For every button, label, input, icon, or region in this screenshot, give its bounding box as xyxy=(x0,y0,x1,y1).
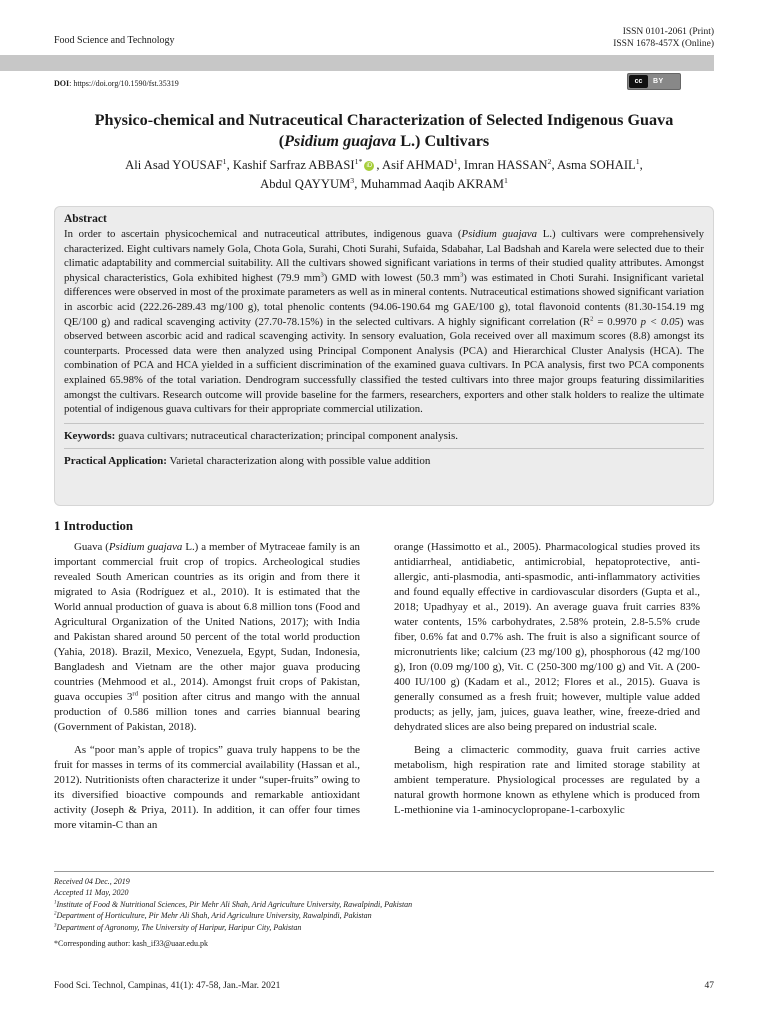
affiliation-1 xyxy=(54,899,412,910)
cc-by-license-icon[interactable] xyxy=(627,73,681,90)
author-yousaf: Ali Asad YOUSAF xyxy=(125,158,223,172)
abstract-seg: ) was estimated in Choti Surahi. Insignificant varietal differences were observed in most of the proximate parameters as well as in mineral contents. Nutraceutical estimations showed significant variation in ascorbic acid (222.26-289.43 mg/100 g), total phenolic contents (94.06-190.64 mg GAE/100 g), total flavonoid contents (81.30-154.19 mg QE/100 g) and radical scavenging activity (27.70-78.15%) in the selected cultivars. A highly significant correlation (R xyxy=(64,271,704,328)
aff-sup: 2 xyxy=(54,911,57,917)
ordinal-sup: rd xyxy=(132,690,138,698)
title-paren: ( xyxy=(278,132,285,150)
author-sohail: , Asma SOHAIL xyxy=(551,158,636,172)
aff-sup: 1 xyxy=(54,900,57,906)
paragraph: As “poor man’s apple of tropics” guava truly happens to be the fruit for masses in terms of its commercial availability (Hassan et al., 2012). Nutritionists often characterize it under “super-fruits” owing to its diversified bioactive compounds and remarkable antioxidant activity (Joseph & Priya, 2011). In addition, it can offer four times more vitamin-C than an xyxy=(54,744,360,831)
author-ahmad: , Asif AHMAD xyxy=(376,158,454,172)
abstract-pvalue: p < 0.05 xyxy=(640,315,680,328)
accepted-date: Accepted 11 May, 2020 xyxy=(54,888,129,898)
text-seg: Guava ( xyxy=(74,541,109,553)
species-name: Psidium guajava xyxy=(108,541,183,553)
title-rest: L.) Cultivars xyxy=(396,132,490,150)
affiliation-2 xyxy=(54,910,412,921)
author-qayyum: Abdul QAYYUM xyxy=(260,177,351,191)
author-line-2 xyxy=(54,175,714,194)
affiliation-text: Institute of Food & Nutritional Sciences, Pir Mehr Ali Shah, Arid Agriculture University, Rawalpindi, Pakistan xyxy=(56,899,413,909)
abstract-sup: 3 xyxy=(459,271,464,279)
text-seg: position after citrus and mango with the annual production of 0.586 million tones and carries biannual bearing (Government of Pakistan, 2018). xyxy=(54,691,360,733)
author-akram: , Muhammad Aaqib AKRAM xyxy=(354,177,504,191)
abstract-seg: L.) cultivars were comprehensively characterized. Eight cultivars namely Gola, Chota Gola, Surahi, Choti Surahi, Sufaida, Sdabahar, Lal Badshah and Karela were selected due to their climatic adaptability and commercial suitability. All the cultivars showed significant variations in terms of their studied quality attributes. Amongst physical characteristics, Gola exhibited highest (79.9 mm xyxy=(64,228,704,284)
column-left xyxy=(54,540,360,833)
aff-sup: 1 xyxy=(635,156,640,166)
keywords-divider xyxy=(64,423,704,424)
footer-citation: Food Sci. Technol, Campinas, 41(1): 47-58, Jan.-Mar. 2021 xyxy=(54,981,281,991)
abstract-seg: ) was observed between ascorbic acid and radical scavenging activity. In sensory evaluation, Gola received over all maximum scores (8.8) amongst its counterparts. Processed data were then analyzed using Principal Component Analysis (PCA) and Hierarchical Cluster Analysis (HCA). The combination of PCA and HCA yielded in a sufficient discrimination of the examined guava cultivars. In PCA analysis, first two PCA components explained 65.98% of the total variation. Dendrogram successfully classified the tested cultivars into three major groups featuring dissimilarities amongst the cultivars. Research outcome will provide baseline for the farmers, researchers, exporters and other stalk holders to realize the ultimate potential of indigenous guava cultivars for their appropriate commercial utilization. xyxy=(64,315,704,416)
orcid-icon[interactable]: iD xyxy=(364,161,374,171)
doi-line[interactable] xyxy=(54,79,179,88)
abstract-seg: = 0.9970 xyxy=(593,315,641,328)
doi-prefix: DOI xyxy=(54,79,70,88)
doi-url[interactable]: : https://doi.org/10.1590/fst.35319 xyxy=(69,79,179,88)
abstract-heading: Abstract xyxy=(64,213,107,225)
author-hassan: , Imran HASSAN xyxy=(457,158,548,172)
issn-print: ISSN 0101-2061 (Print) xyxy=(622,27,714,37)
title-line-2 xyxy=(54,131,714,152)
abstract-box xyxy=(54,206,714,506)
affiliation-text: Department of Agronomy, The University of Haripur, Haripur City, Pakistan xyxy=(56,922,302,932)
by-label: BY xyxy=(653,78,664,85)
paragraph: orange (Hassimotto et al., 2005). Pharmacological studies proved its antidiarrheal, antidiabetic, antimicrobial, hepatoprotective, anti-allergic, anti-plasmodia, anti-spasmodic, anti-inflammatory activities and found equally effective in cardiovascular disorders (Gupta et al., 2018; Upadhyay et al., 2019). An average guava fruit carries 83% water contents, 15% carbohydrates, 2.58% protein, 2.8-5.5% crude fiber, 0.6% fat and 0.7% ash. The fruit is also a significant source of micronutrients like; calcium (23 mg/100 g), phosphorous (42 mg/100 g), Iron (0.09 mg/100 g), Vit. C (250-300 mg/100 g) and Vit. A (200-400 IU/100 g) (Kadam et al., 2012; Flores et al., 2015). Guava is generally consumed as a fresh fruit; however, multiple value added products; as jelly, jam, juices, guava leather, wine, freeze-dried and dehydrated slices are also being prepared on industrial scale. xyxy=(394,541,700,733)
author-list xyxy=(54,156,714,194)
keywords-text: guava cultivars; nutraceutical characterization; principal component analysis. xyxy=(115,429,459,442)
journal-name: Food Science and Technology xyxy=(54,35,175,46)
aff-sup: 3 xyxy=(350,175,355,185)
column-right xyxy=(394,540,700,818)
paragraph: Being a climacteric commodity, guava fruit carries active metabolism, high respiration rate and limited storage stability at ambient temperature. Physiological processes are regulated by a natural growth hormone known as ethylene which is produced from L-methionine via 1-aminocyclopropane-1-carboxylic xyxy=(394,744,700,816)
abstract-seg: In order to ascertain physicochemical and nutraceutical attributes, indigenous guava ( xyxy=(64,228,462,240)
aff-sup: 2 xyxy=(547,156,552,166)
received-date: Received 04 Dec., 2019 xyxy=(54,877,130,886)
aff-sup: 1 xyxy=(503,175,508,185)
abstract-species: Psidium guajava xyxy=(461,228,538,240)
aff-sup: 3 xyxy=(54,922,57,928)
affiliation-text: Department of Horticulture, Pir Mehr Ali Shah, Arid Agriculture University, Rawalpindi, Pakistan xyxy=(56,911,372,921)
abstract-seg: ) GMD with lowest (50.3 mm xyxy=(323,271,460,284)
cc-icon: cc xyxy=(629,75,648,88)
issn-online: ISSN 1678-457X (Online) xyxy=(613,39,714,49)
abstract-sup: 3 xyxy=(320,271,324,279)
page-number: 47 xyxy=(704,981,714,991)
text-seg: L.) a member of Mytraceae family is an important commercial fruit crop of tropics. Archeological studies revealed South American countries as its origin and from there it migrated to Asia (Rodríguez et al., 2010). It is estimated that the World annual production of guava is about 6.8 million tons (Food and Agricultural Organization of the United Nations, 2017); with India and Pakistan shared around 50 percent of the total world production (Yahia, 2018). Brazil, Mexico, Venezuela, Egypt, Sudan, Indonesia, Bangladesh and Vietnam are the other major guava producing countries (Mehmood et al., 2014). Amongst fruit crops of Pakistan, guava occupies 3 xyxy=(54,541,360,703)
keywords-label: Keywords: xyxy=(64,429,116,442)
footnote-divider xyxy=(54,871,714,872)
aff-sup: 1 xyxy=(222,156,227,166)
keywords xyxy=(64,430,704,442)
practical-text: Varietal characterization along with possible value addition xyxy=(166,454,431,467)
corresponding-author: *Corresponding author: kash_if33@uaar.edu.pk xyxy=(54,939,209,949)
footnotes xyxy=(54,876,412,949)
practical-label: Practical Application: xyxy=(64,454,167,467)
author-abbasi: , Kashif Sarfraz ABBASI xyxy=(226,158,355,172)
aff-sup: 1* xyxy=(354,156,363,166)
affiliation-3 xyxy=(54,922,412,933)
practical-application xyxy=(64,455,704,467)
issn-block xyxy=(613,26,714,50)
author-line-1 xyxy=(54,156,714,175)
title-line-1: Physico-chemical and Nutraceutical Characterization of Selected Indigenous Guava xyxy=(94,111,674,129)
aff-sup: 1 xyxy=(453,156,458,166)
author-sep: , xyxy=(639,158,643,172)
header-bar xyxy=(0,55,714,71)
paragraph xyxy=(54,540,360,735)
practical-divider xyxy=(64,448,704,449)
section-heading-introduction: 1 Introduction xyxy=(54,519,134,533)
title-species: Psidium guajava xyxy=(284,132,397,150)
article-title xyxy=(54,110,714,152)
abstract-text xyxy=(64,227,704,417)
abstract-sup: 2 xyxy=(590,314,594,322)
